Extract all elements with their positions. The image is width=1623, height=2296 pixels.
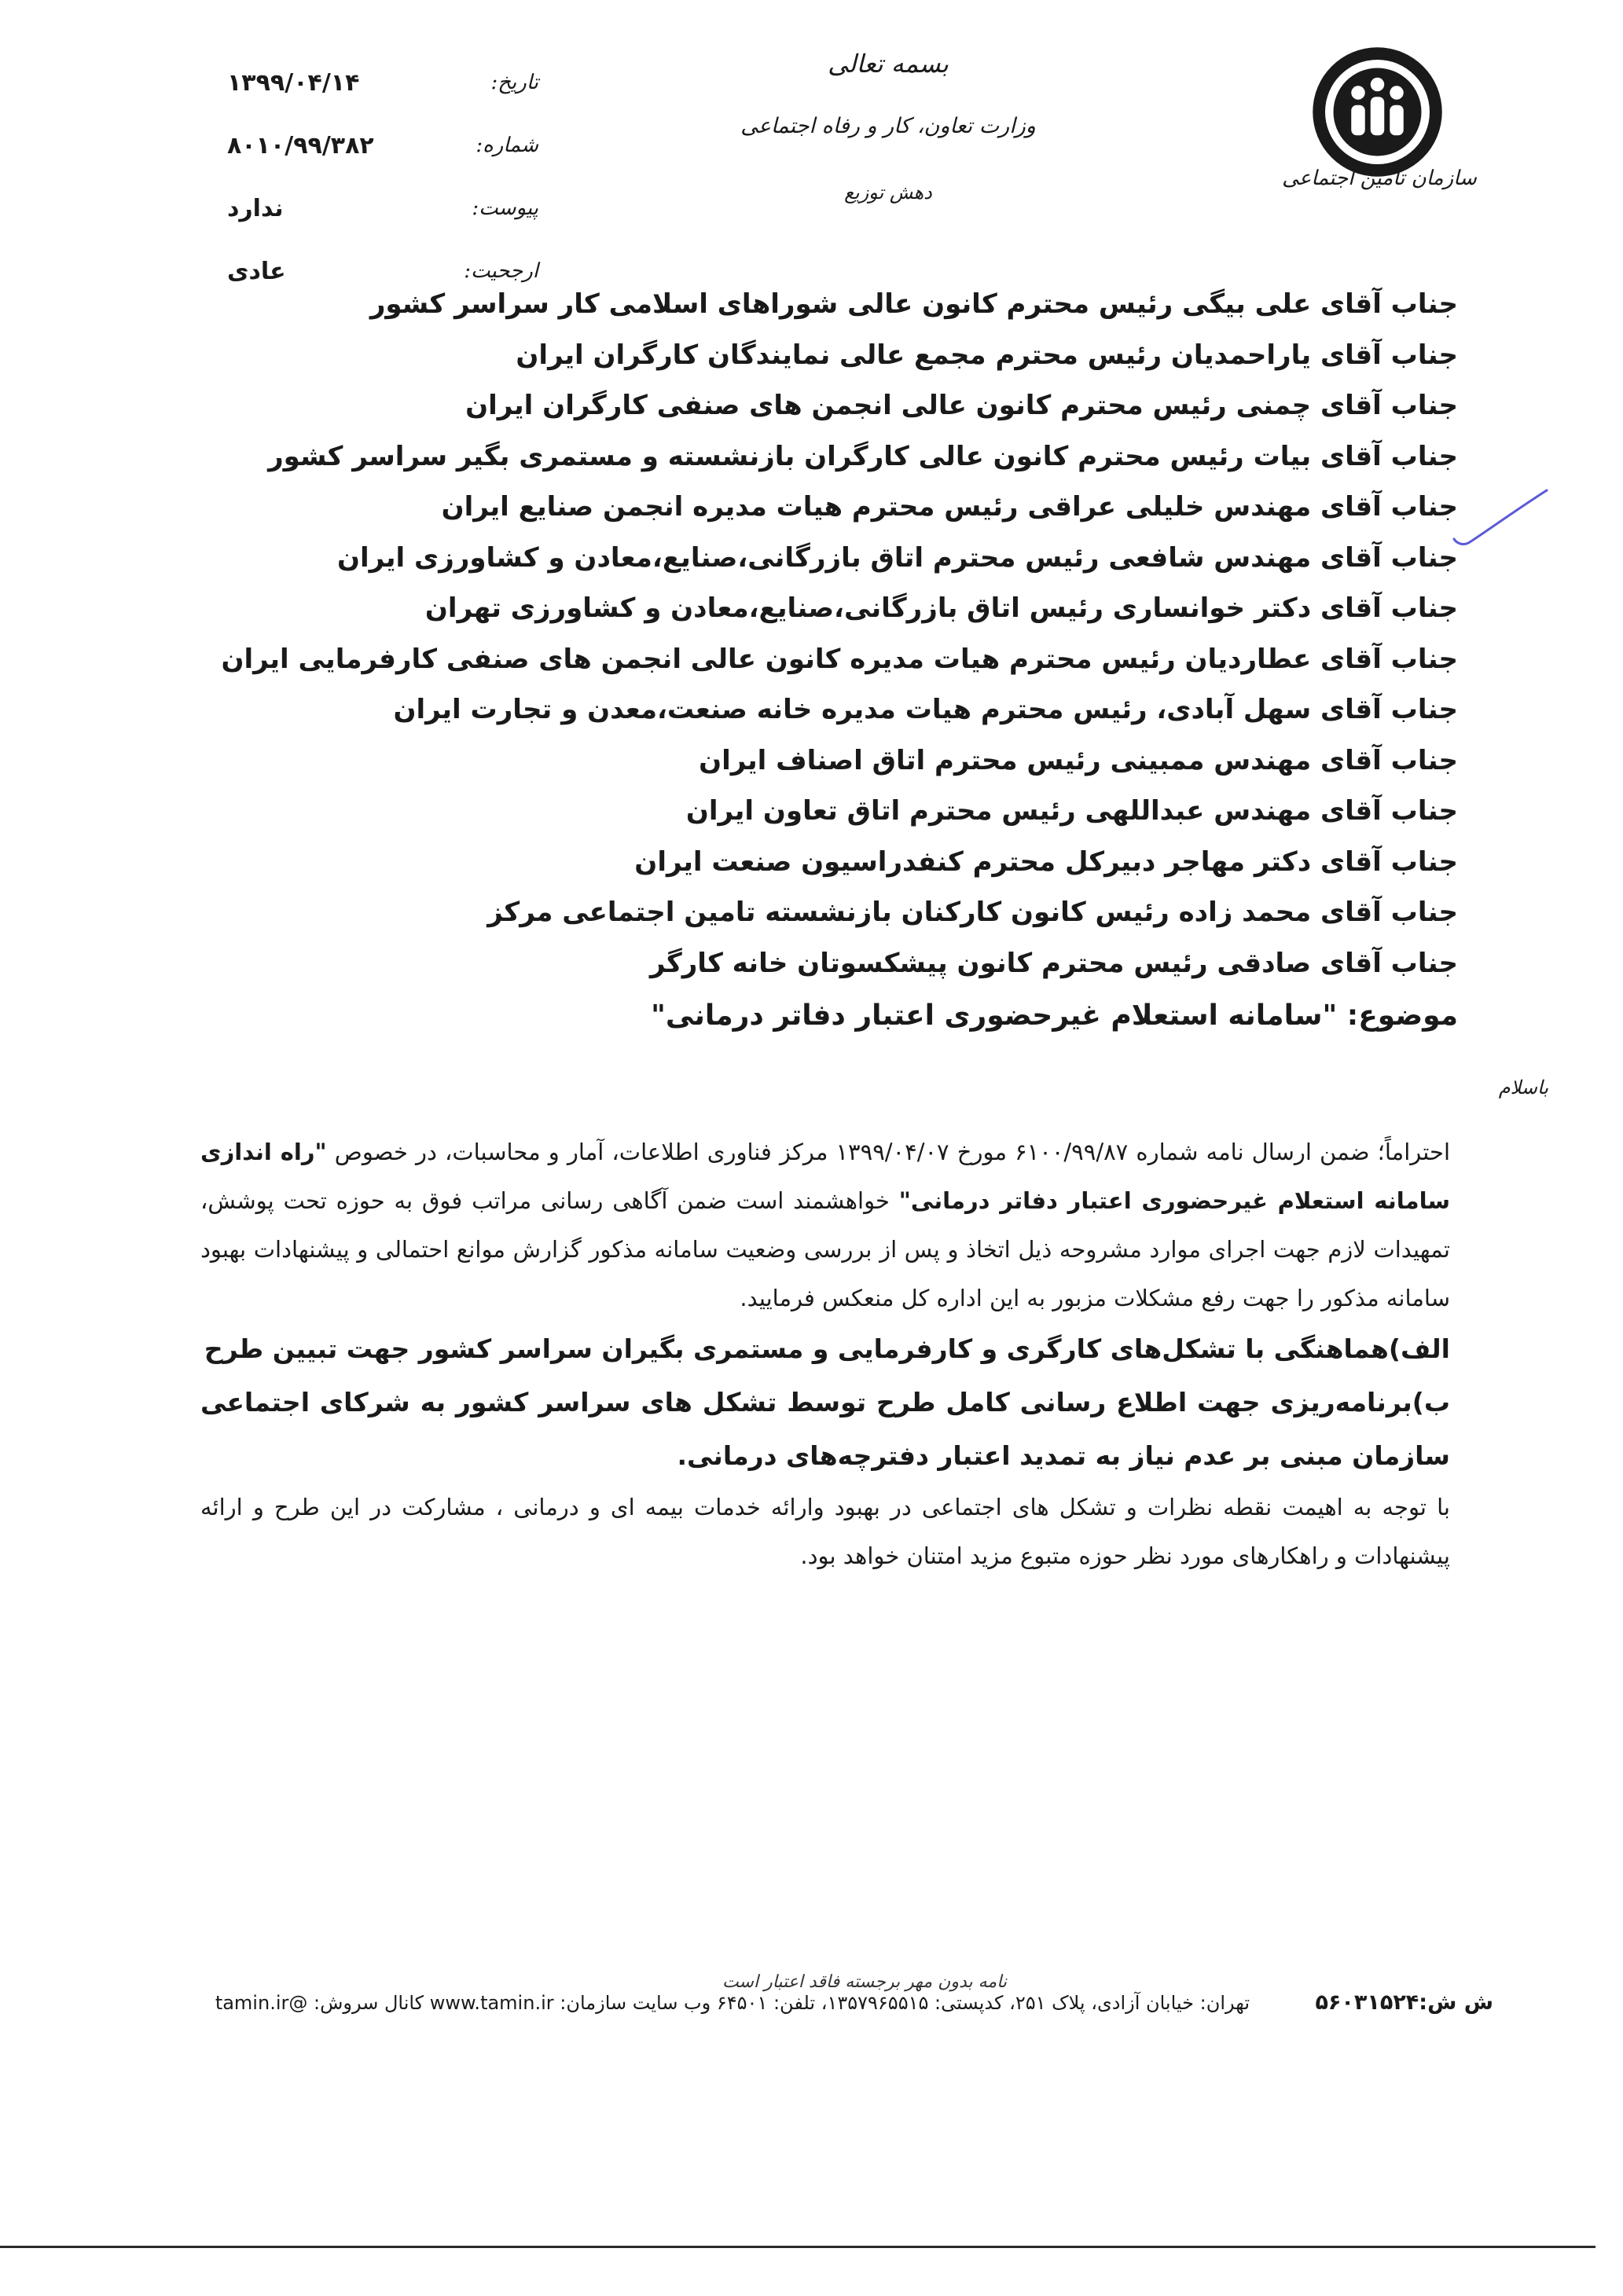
bismillah: بسمه تعالی: [828, 49, 949, 79]
body-item-a: الف)هماهنگی با تشکل‌های کارگری و کارفرمایی و مستمری بگیران سراسر کشور جهت تبیین طرح: [204, 1333, 1450, 1364]
meta-date: [224, 51, 538, 114]
recipient-line: جناب آقای صادقی رئیس محترم کانون پیشکسوتان خانه کارگر: [649, 947, 1458, 979]
recipient-line: جناب آقای مهندس ممبینی رئیس محترم اتاق اصناف ایران: [699, 744, 1458, 776]
ministry-name: وزارت تعاون، کار و رفاه اجتماعی: [740, 114, 1036, 138]
recipient-line: جناب آقای چمنی رئیس محترم کانون عالی انجمن های صنفی کارگران ایران: [465, 390, 1458, 421]
center-header: [692, 49, 1085, 204]
meta-value: عادی: [227, 257, 286, 285]
meta-label: ارجحیت:: [464, 259, 538, 283]
recipients-list: [122, 279, 1458, 1043]
recipient-line: جناب آقای بیات رئیس محترم کانون عالی کارگران بازنشسته و مستمری بگیر سراسر کشور: [268, 440, 1458, 472]
recipient-line: جناب آقای دکتر مهاجر دبیرکل محترم کنفدراسیون صنعت ایران: [634, 845, 1458, 878]
recipient-line: جناب آقای علی بیگی رئیس محترم کانون عالی شوراهای اسلامی کار سراسر کشور: [369, 288, 1458, 320]
body-paragraph-1: [200, 1128, 1450, 1322]
org-name: سازمان تامین اجتماعی: [1282, 167, 1477, 190]
meta-value: ۸۰۱۰/۹۹/۳۸۲: [227, 131, 374, 160]
footer-address: تهران: خیابان آزادی، پلاک ۲۵۱، کدپستی: ۱۳۵۷۹۶۵۵۱۵، تلفن: ۶۴۵۰۱ وب سایت سازمان: www.tamin.ir کانال سروش: @tamin.ir: [215, 1992, 1250, 2014]
body-item-b: ب)برنامه‌ریزی جهت اطلاع رسانی کامل طرح توسط تشکل های سراسر کشور به شرکای اجتماعی سازمان مبنی بر عدم نیاز به تمدید اعتبار دفترچه‌های درمانی.: [200, 1387, 1450, 1471]
letter-body: [200, 1128, 1450, 1580]
meta-label: تاریخ:: [490, 71, 538, 94]
meta-label: شماره:: [476, 134, 538, 157]
recipient-line: جناب آقای مهندس شافعی رئیس محترم اتاق بازرگانی،صنایع،معادن و کشاورزی ایران: [336, 541, 1458, 574]
recipient-line: جناب آقای عطاردیان رئیس محترم هیات مدیره کانون عالی انجمن های صنفی کارفرمایی ایران: [221, 643, 1458, 675]
paragraph-text: خواهشمند است ضمن آگاهی رسانی مراتب فوق به حوزه تحت پوشش، تمهیدات لازم جهت اجرای موارد مشروحه ذیل اتخاذ و پس از بررسی وضعیت سامانه مذکور گزارش موانع احتمالی و پیشنهادات بهبود سامانه مذکور را جهت رفع مشکلات مزبور به این اداره کل منعکس فرمایید.: [200, 1187, 1450, 1311]
recipient-line: جناب آقای سهل آبادی، رئیس محترم هیات مدیره خانه صنعت،معدن و تجارت ایران: [393, 694, 1458, 725]
meta-attachment: [224, 177, 538, 240]
meta-label: پیوست:: [472, 196, 538, 220]
meta-number: [224, 114, 538, 177]
check-mark-icon: [1446, 487, 1548, 550]
footer-divider: [0, 2246, 1595, 2248]
subject-line: موضوع: "سامانه استعلام غیرحضوری اعتبار دفاتر درمانی": [651, 999, 1458, 1032]
recipient-line: جناب آقای محمد زاده رئیس کانون کارکنان بازنشسته تامین اجتماعی مرکز: [487, 897, 1458, 928]
welfare-line: دهش توزیع: [844, 182, 932, 204]
footer-note: نامه بدون مهر برجسته فاقد اعتبار است: [722, 1972, 1008, 1992]
recipient-line: جناب آقای دکتر خوانساری رئیس اتاق بازرگانی،صنایع،معادن و کشاورزی تهران: [424, 592, 1458, 624]
body-paragraph-2: با توجه به اهیمت نقطه نظرات و تشکل های اجتماعی در بهبود وارائه خدمات بیمه ای و درمانی ، مشارکت در این طرح و ارائه پیشنهادات و راهکارهای مورد نظر حوزه متبوع مزید امتنان خواهد بود.: [200, 1494, 1450, 1569]
recipient-line: جناب آقای مهندس خلیلی عراقی رئیس محترم هیات مدیره انجمن صنایع ایران: [441, 491, 1458, 523]
recipient-line: جناب آقای یاراحمدیان رئیس محترم مجمع عالی نمایندگان کارگران ایران: [516, 339, 1458, 371]
footer-id: ش ش:۵۶۰۳۱۵۲۴: [1315, 1990, 1493, 2015]
meta-value: ندارد: [227, 194, 284, 222]
tamin-logo-icon: [1309, 43, 1446, 181]
meta-value: ۱۳۹۹/۰۴/۱۴: [227, 68, 360, 97]
salutation: باسلام: [1498, 1076, 1548, 1098]
paragraph-text: احتراماً؛ ضمن ارسال نامه شماره ۶۱۰۰/۹۹/۸۷ مورخ ۱۳۹۹/۰۴/۰۷ مرکز فناوری اطلاعات، آمار و محاسبات، در خصوص: [326, 1139, 1451, 1165]
paragraph-bold-title: "راه اندازی سامانه استعلام غیرحضوری اعتبار دفاتر درمانی": [200, 1139, 1450, 1214]
letter-meta: [224, 51, 538, 303]
recipient-line: جناب آقای مهندس عبداللهی رئیس محترم اتاق تعاون ایران: [685, 795, 1458, 827]
